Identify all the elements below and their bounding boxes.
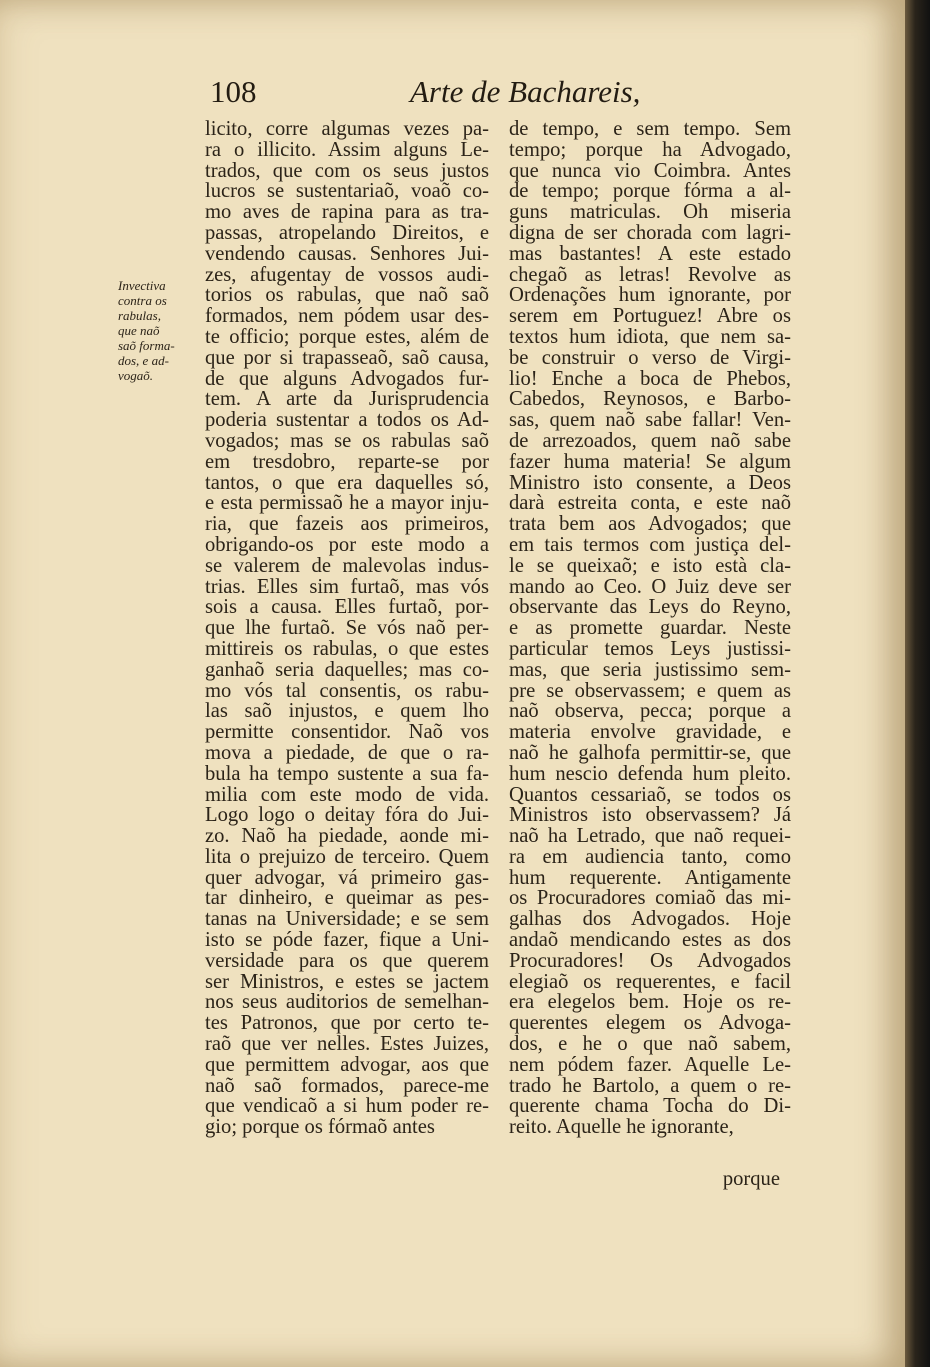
text-line: be construir o verso de Virgi-	[509, 346, 791, 369]
text-line: elegiaõ os requerentes, e facil	[509, 970, 791, 993]
text-line: permitte consentidor. Naõ vos	[205, 721, 489, 744]
text-line: particular temos Leys justissi-	[509, 637, 791, 660]
text-line: materia envolve gravidade, e	[509, 721, 791, 744]
text-line: darà estreita conta, e este naõ	[509, 492, 791, 515]
margin-note-line: que naõ	[118, 323, 160, 338]
text-line: naõ observa, pecca; porque a	[509, 700, 791, 723]
marginal-note	[118, 278, 202, 383]
text-line: guns matriculas. Oh miseria	[509, 201, 791, 224]
margin-note-line: saõ forma-	[118, 338, 175, 353]
text-line: que nunca vio Coimbra. Antes	[509, 159, 791, 182]
text-line: reito. Aquelle he ignorante,	[509, 1116, 734, 1139]
text-line: torios os rabulas, que naõ saõ	[205, 284, 489, 307]
text-line: trados, que com os seus justos	[205, 159, 489, 182]
margin-note-line: dos, e ad-	[118, 353, 169, 368]
text-line: naõ he galhofa permittir-se, que	[509, 741, 791, 764]
text-line: tempo; porque ha Advogado,	[509, 138, 791, 161]
text-line: bula ha tempo sustente a sua fa-	[205, 762, 489, 785]
text-line: dos, e he o que naõ sabem,	[509, 1033, 791, 1056]
text-line: que por si trapasseaõ, saõ causa,	[205, 346, 489, 369]
text-line: naõ ha Letrado, que naõ requei-	[509, 825, 791, 848]
text-line: Quantos cessariaõ, se todos os	[509, 783, 791, 806]
text-line: e as promette guardar. Neste	[509, 617, 791, 640]
text-line: hum requerente. Antigamente	[509, 866, 791, 889]
text-line: ra o illicito. Assim alguns Le-	[205, 138, 489, 161]
text-line: hum nescio defenda hum pleito.	[509, 762, 791, 785]
text-line: Ordenações hum ignorante, por	[509, 284, 791, 307]
text-line: mas bastantes! A este estado	[509, 242, 791, 265]
text-line: nos seus auditorios de semelhan-	[205, 991, 489, 1014]
text-line: fazer huma materia! Se algum	[509, 450, 791, 473]
text-line: de que alguns Advogados fur-	[205, 367, 489, 390]
text-line: trata bem aos Advogados; que	[509, 513, 791, 536]
text-line: tes Patronos, que por certo te-	[205, 1012, 489, 1035]
text-line: raõ que ver nelles. Estes Juizes,	[205, 1033, 489, 1056]
catchword: porque	[722, 1168, 780, 1190]
text-line: zes, afugentay de vossos audi-	[205, 263, 489, 286]
text-line: ganhaõ seria daquelles; mas co-	[205, 658, 489, 681]
text-line: chegaõ as letras! Revolve as	[509, 263, 791, 286]
text-line: te officio; porque estes, além de	[205, 325, 489, 348]
text-line: obrigando-os por este modo a	[205, 533, 489, 556]
text-line: trado he Bartolo, a quem o re-	[509, 1074, 791, 1097]
margin-note-line: rabulas,	[118, 308, 161, 323]
margin-note-line: Invectiva	[118, 278, 166, 293]
text-line: andaõ mendicando estes as dos	[509, 929, 791, 952]
text-line: lita o prejuizo de terceiro. Quem	[205, 845, 489, 868]
text-line: Cabedos, Reynosos, e Barbo-	[509, 388, 791, 411]
text-line: vogados; mas se os rabulas saõ	[205, 429, 489, 452]
text-line: mittireis os rabulas, o que estes	[205, 637, 489, 660]
text-line: mas, que seria justissimo sem-	[509, 658, 791, 681]
text-line: textos hum idiota, que nem sa-	[509, 325, 791, 348]
text-line: Logo logo o deitay fóra do Jui-	[205, 804, 489, 827]
text-line: vendendo causas. Senhores Jui-	[205, 242, 489, 265]
text-line: trias. Elles sim furtaõ, mas vós	[205, 575, 489, 598]
text-line: mando ao Ceo. O Juiz deve ser	[509, 575, 791, 598]
text-line: galhas dos Advogados. Hoje	[509, 908, 791, 931]
text-line: nem pódem fazer. Aquelle Le-	[509, 1053, 791, 1076]
text-line: querente chama Tocha do Di-	[509, 1095, 791, 1118]
text-line: tanas na Universidade; e se sem	[205, 908, 489, 931]
running-title: Arte de Bachareis,	[410, 74, 641, 109]
text-line: licito, corre algumas vezes pa-	[205, 118, 489, 140]
text-line: que permittem advogar, aos que	[205, 1053, 489, 1076]
text-line: mova a piedade, de que o ra-	[205, 741, 489, 764]
text-line: zo. Naõ ha piedade, aonde mi-	[205, 825, 489, 848]
right-text-column	[509, 119, 791, 1138]
text-line: Ministro isto consente, a Deos	[509, 471, 791, 494]
page-header	[210, 74, 641, 114]
text-line: lio! Enche a boca de Phebos,	[509, 367, 791, 390]
text-line: Procuradores! Os Advogados	[509, 949, 791, 972]
text-line: sois a causa. Elles furtaõ, por-	[205, 596, 489, 619]
text-line: se valerem de malevolas indus-	[205, 554, 489, 577]
next-page-edge	[905, 0, 930, 1367]
text-line: gio; porque os fórmaõ antes	[205, 1116, 435, 1139]
text-line: de tempo; porque fórma a al-	[509, 180, 791, 203]
text-line: le se queixaõ; e isto està cla-	[509, 554, 791, 577]
text-line: observante das Leys do Reyno,	[509, 596, 791, 619]
margin-note-line: contra os	[118, 293, 167, 308]
page-number: 108	[210, 74, 257, 109]
text-line: las saõ injustos, e quem lho	[205, 700, 489, 723]
text-line: quer advogar, vá primeiro gas-	[205, 866, 489, 889]
text-line: digna de ser chorada com lagri-	[509, 221, 791, 244]
text-line: isto se póde fazer, fique a Uni-	[205, 929, 489, 952]
text-line: Ministros isto observassem? Já	[509, 804, 791, 827]
text-line: mo aves de rapina para as tra-	[205, 201, 489, 224]
text-line: em tresdobro, reparte-se por	[205, 450, 489, 473]
text-line: mo vós tal consentis, os rabu-	[205, 679, 489, 702]
text-line: ria, que fazeis aos primeiros,	[205, 513, 489, 536]
text-line: pre se observassem; e quem as	[509, 679, 791, 702]
left-text-column	[205, 119, 489, 1138]
text-line: sas, quem naõ sabe fallar! Ven-	[509, 409, 791, 432]
text-line: formados, nem pódem usar des-	[205, 305, 489, 328]
text-line: os Procuradores comiaõ das mi-	[509, 887, 791, 910]
margin-note-line: vogaõ.	[118, 368, 154, 383]
text-line: lucros se sustentariaõ, voaõ co-	[205, 180, 489, 203]
text-line: ser Ministros, e estes se jactem	[205, 970, 489, 993]
text-line: que lhe furtaõ. Se vós naõ per-	[205, 617, 489, 640]
text-line: naõ saõ formados, parece-me	[205, 1074, 489, 1097]
text-line: tem. A arte da Jurisprudencia	[205, 388, 489, 411]
text-line: de tempo, e sem tempo. Sem	[509, 118, 791, 140]
text-line: tar dinheiro, e queimar as pes-	[205, 887, 489, 910]
text-line: e esta permissaõ he a mayor inju-	[205, 492, 489, 515]
text-line: que vendicaõ a si hum poder re-	[205, 1095, 489, 1118]
text-line: tantos, o que era daquelles só,	[205, 471, 489, 494]
text-line: versidade para os que querem	[205, 949, 489, 972]
text-line: serem em Portuguez! Abre os	[509, 305, 791, 328]
text-line: em tais termos com justiça del-	[509, 533, 791, 556]
text-line: ra em audiencia tanto, como	[509, 845, 791, 868]
text-line: passas, atropelando Direitos, e	[205, 221, 489, 244]
text-line: milia com este modo de vida.	[205, 783, 489, 806]
text-line: era elegelos bem. Hoje os re-	[509, 991, 791, 1014]
text-line: poderia sustentar a todos os Ad-	[205, 409, 489, 432]
text-line: querentes elegem os Advoga-	[509, 1012, 791, 1035]
text-line: de arrezoados, quem naõ sabe	[509, 429, 791, 452]
